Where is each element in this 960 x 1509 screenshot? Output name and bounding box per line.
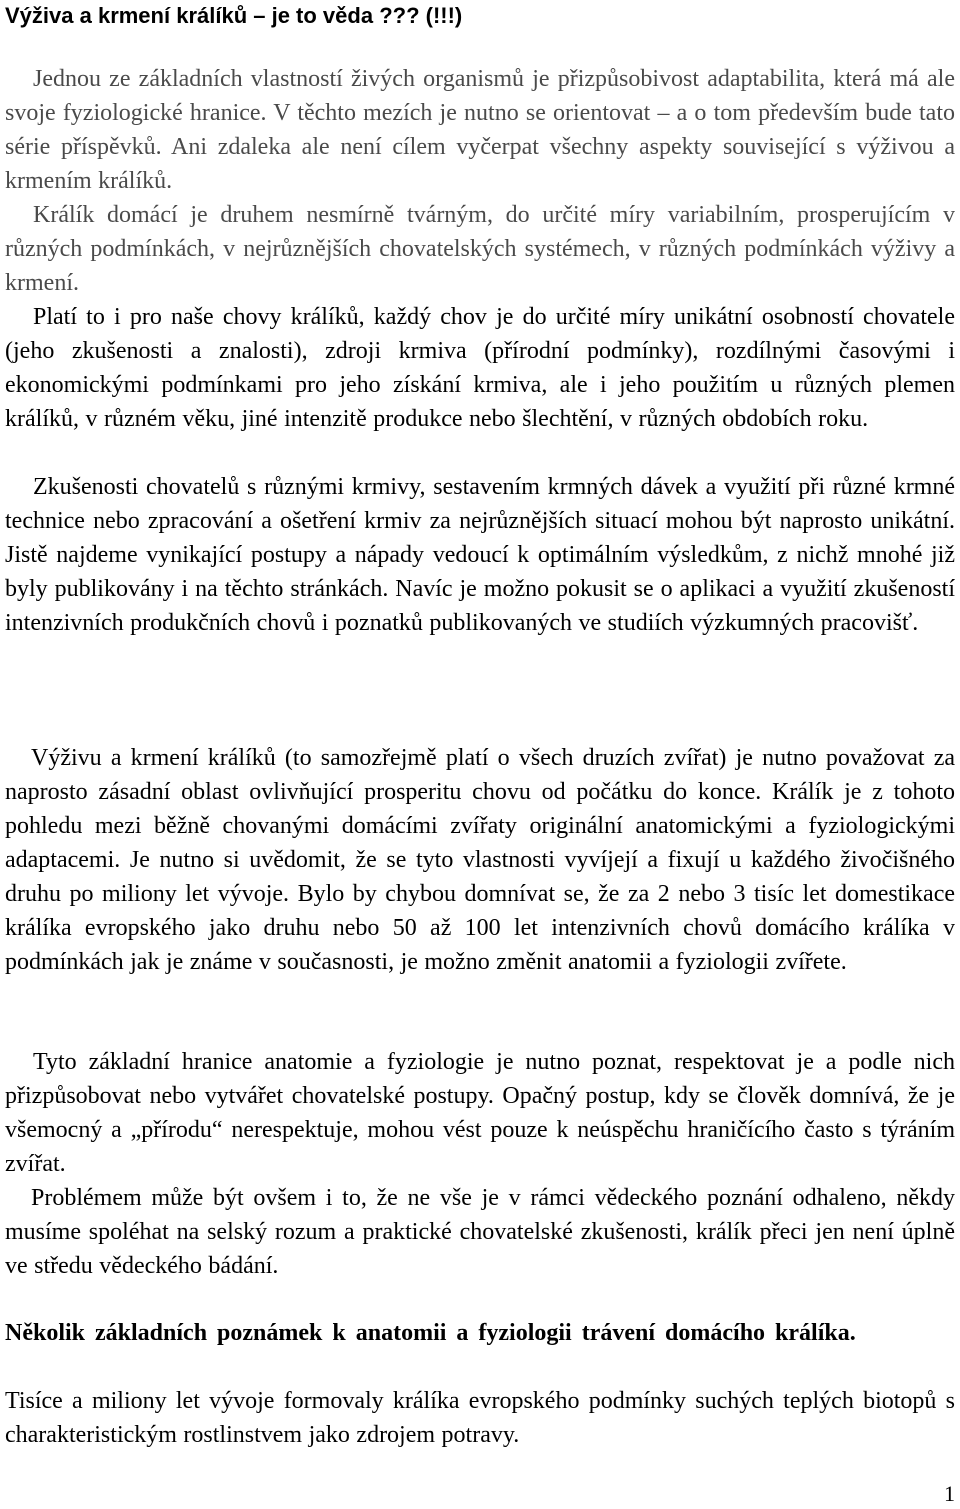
paragraph-anatomy-limits: Tyto základní hranice anatomie a fyziologie je nutno poznat, respektovat je a podle nich přizpůsobovat nebo vytvářet chovatelské postupy. Opačný postup, kdy se člověk domnívá, že je všemocný a „přírodu“ nerespektuje, mohou vést pouze k neúspěchu hraničícího často s týráním zvířat. [5, 1049, 955, 1177]
paragraph-intro: Jednou ze základních vlastností živých organismů je přizpůsobivost adaptabilita, která má ale svoje fyziologické hranice. V těchto mezích je nutno se orientovat – a o tom především bude tato série příspěvků. Ani zdaleka ale není cílem vyčerpat všechny aspekty související s výživou a krmením králíků. [5, 66, 955, 194]
paragraph-rabbit-adaptability: Králík domácí je druhem nesmírně tvárným, do určité míry variabilním, prosperujícím v různých podmínkách, v nejrůznějších chovatelských systémech, v různých podmínkách výživy a krmení. [5, 202, 955, 296]
page-number: 1 [944, 1481, 955, 1506]
paragraph-nutrition-importance: Výživu a krmení králíků (to samozřejmě platí o všech druzích zvířat) je nutno považovat za naprosto zásadní oblast ovlivňující prosperitu chovu od počátku do konce. Králík je z tohoto pohledu mezi běžně chovanými domácími zvířaty originální anatomickými a fyziologickými adaptacemi. Je nutno si uvědomit, že se tyto vlastnosti vyvíjejí a fixují u každého živočišného druhu po miliony let vývoje. Bylo by chybou domnívat se, že za 2 nebo 3 tisíc let domestikace králíka evropského jako druhu nebo 50 až 100 let intenzivních chovů domácího králíka v podmínkách jak je známe v současnosti, je možno změnit anatomii a fyziologii zvířete. [5, 745, 955, 975]
document-title: Výživa a krmení králíků – je to věda ??? (!!!) [5, 3, 463, 28]
paragraph-breeder-experience: Zkušenosti chovatelů s různými krmivy, sestavením krmných dávek a využití při různé krmné technice nebo zpracování a ošetření krmiv za nejrůznějších situací mohou být naprosto unikátní. Jistě najdeme vynikající postupy a nápady vedoucí k optimálním výsledkům, z nichž mnohé již byly publikovány i na těchto stránkách. Navíc je možno pokusit se o aplikaci a využití zkušeností intenzivních produkčních chovů i poznatků publikovaných ve studiích výzkumných pracovišť. [5, 474, 955, 636]
section-heading: Několik základních poznámek k anatomii a fyziologii trávení domácího králíka. [5, 1320, 856, 1346]
paragraph-breeding-uniqueness: Platí to i pro naše chovy králíků, každý chov je do určité míry unikátní osobností chovatele (jeho zkušenosti a znalosti), zdroji krmiva (přírodní podmínky), rozdílnými časovými i ekonomickými podmínkami pro jeho získání krmiva, ale i jeho použitím u různých plemen králíků, v různém věku, jiné intenzitě produkce nebo šlechtění, v různých obdobích roku. [5, 304, 955, 432]
paragraph-section-intro: Tisíce a miliony let vývoje formovaly králíka evropského podmínky suchých teplých biotopů s charakteristickým rostlinstvem jako zdrojem potravy. [5, 1388, 955, 1448]
paragraph-knowledge-gaps: Problémem může být ovšem i to, že ne vše je v rámci vědeckého poznání odhaleno, někdy musíme spoléhat na selský rozum a praktické chovatelské zkušenosti, králík přeci jen není úplně ve středu vědeckého bádání. [5, 1185, 955, 1279]
